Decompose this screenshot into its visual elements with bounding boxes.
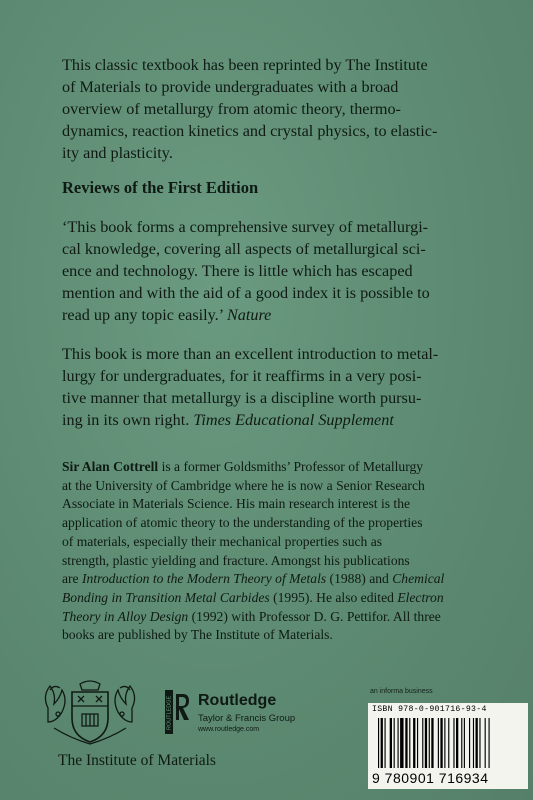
bio-text: (1988) and (326, 571, 393, 587)
routledge-group: Taylor & Francis Group (198, 713, 296, 724)
bio-text: (1995). He also edited (269, 589, 398, 605)
review-nature (62, 216, 482, 326)
barcode-bar (461, 718, 462, 768)
book-title: Chemical (392, 571, 445, 587)
barcode-bar (385, 718, 386, 768)
barcode-icon (376, 718, 524, 768)
barcode-bar (429, 718, 430, 768)
review-line: tive manner that metallurgy is a discipline worth pursu- (62, 389, 422, 407)
routledge-logo-icon (165, 690, 191, 734)
bio-text: strength, plastic yielding and fracture. Amongst his publications (62, 552, 410, 568)
barcode-bar (448, 718, 449, 768)
intro-line: of Materials to provide undergraduates with a broad (62, 78, 399, 96)
barcode-bar (444, 718, 445, 768)
intro-line: overview of metallurgy from atomic theory, thermo- (62, 100, 401, 118)
barcode-bar (440, 718, 442, 768)
author-name: Sir Alan Cottrell (62, 459, 159, 474)
intro-line: dynamics, reaction kinetics and crystal physics, to elastic- (62, 122, 438, 140)
barcode-bar (390, 718, 392, 768)
author-bio (62, 458, 487, 645)
routledge-name: Routledge (198, 692, 277, 709)
review-tes (62, 343, 482, 431)
review-line: lurgy for undergraduates, for it reaffirms in a very posi- (62, 367, 422, 385)
institute-name: The Institute of Materials (58, 752, 216, 769)
barcode-bar (485, 718, 486, 768)
barcode-bar (398, 718, 399, 768)
isbn-label: ISBN 978-0-901716-93-4 (372, 705, 487, 714)
book-title: Theory in Alloy Design (62, 608, 189, 624)
bio-text: application of atomic theory to the understanding of the properties (62, 515, 423, 531)
intro-paragraph (62, 54, 482, 164)
barcode-bar (409, 718, 410, 768)
barcode-bar (476, 718, 478, 768)
routledge-url: www.routledge.com (198, 726, 260, 733)
barcode-bar (464, 718, 465, 768)
bio-text: are (62, 571, 82, 587)
bio-text: of materials, especially their mechanical properties such as (62, 533, 383, 549)
bio-text: books are published by The Institute of Materials. (62, 627, 333, 643)
barcode-bar (405, 718, 407, 768)
review-line: mention and with the aid of a good index it is possible to (62, 284, 430, 302)
review-line: ing in its own right. (62, 411, 194, 429)
barcode-bar (469, 718, 470, 768)
review-line: read up any topic easily.’ (62, 306, 227, 324)
barcode-bar (473, 718, 474, 768)
barcode-bar (425, 718, 427, 768)
barcode-bar (417, 718, 418, 768)
review-line: ence and technology. There is little which has escaped (62, 262, 413, 280)
isbn-digits: 9 780901 716934 (372, 770, 489, 786)
routledge-spine-text: ROUTLEDGE (166, 695, 173, 730)
institute-crest-icon (40, 678, 140, 746)
barcode-bar (381, 718, 383, 768)
review-line: cal knowledge, covering all aspects of metallurgical sci- (62, 240, 426, 258)
intro-line: This classic textbook has been reprinted by The Institute (62, 56, 428, 74)
bio-text: at the University of Cambridge where he is now a Senior Research (62, 477, 425, 493)
barcode-bar (394, 718, 395, 768)
barcode-bar (413, 718, 415, 768)
barcode-bar (489, 718, 490, 768)
book-title: Electron (397, 589, 444, 605)
barcode-bar (431, 718, 433, 768)
reviews-heading: Reviews of the First Edition (62, 178, 259, 197)
bio-text: Associate in Materials Science. His main research interest is the (62, 496, 411, 512)
bio-text: (1992) with Professor D. G. Pettifor. All three (188, 608, 441, 624)
intro-line: ity and plasticity. (62, 144, 173, 162)
book-title: Introduction to the Modern Theory of Metals (82, 571, 327, 587)
barcode-bar (400, 718, 403, 768)
barcode-bar (456, 718, 458, 768)
bio-text: is a former Goldsmiths’ Professor of Metallurgy (158, 459, 424, 474)
barcode-bar (438, 718, 439, 768)
book-title: Bonding in Transition Metal Carbides (62, 589, 270, 605)
review-source: Nature (226, 306, 272, 324)
review-line: This book is more than an excellent introduction to metal- (62, 345, 439, 363)
barcode-bar (479, 718, 480, 768)
review-line: ‘This book forms a comprehensive survey of metallurgi- (62, 218, 429, 236)
informa-tagline: an informa business (370, 688, 433, 695)
barcode-bar (378, 718, 379, 768)
review-source: Times Educational Supplement (193, 411, 394, 429)
barcode-bar (422, 718, 423, 768)
barcode-bar (453, 718, 454, 768)
